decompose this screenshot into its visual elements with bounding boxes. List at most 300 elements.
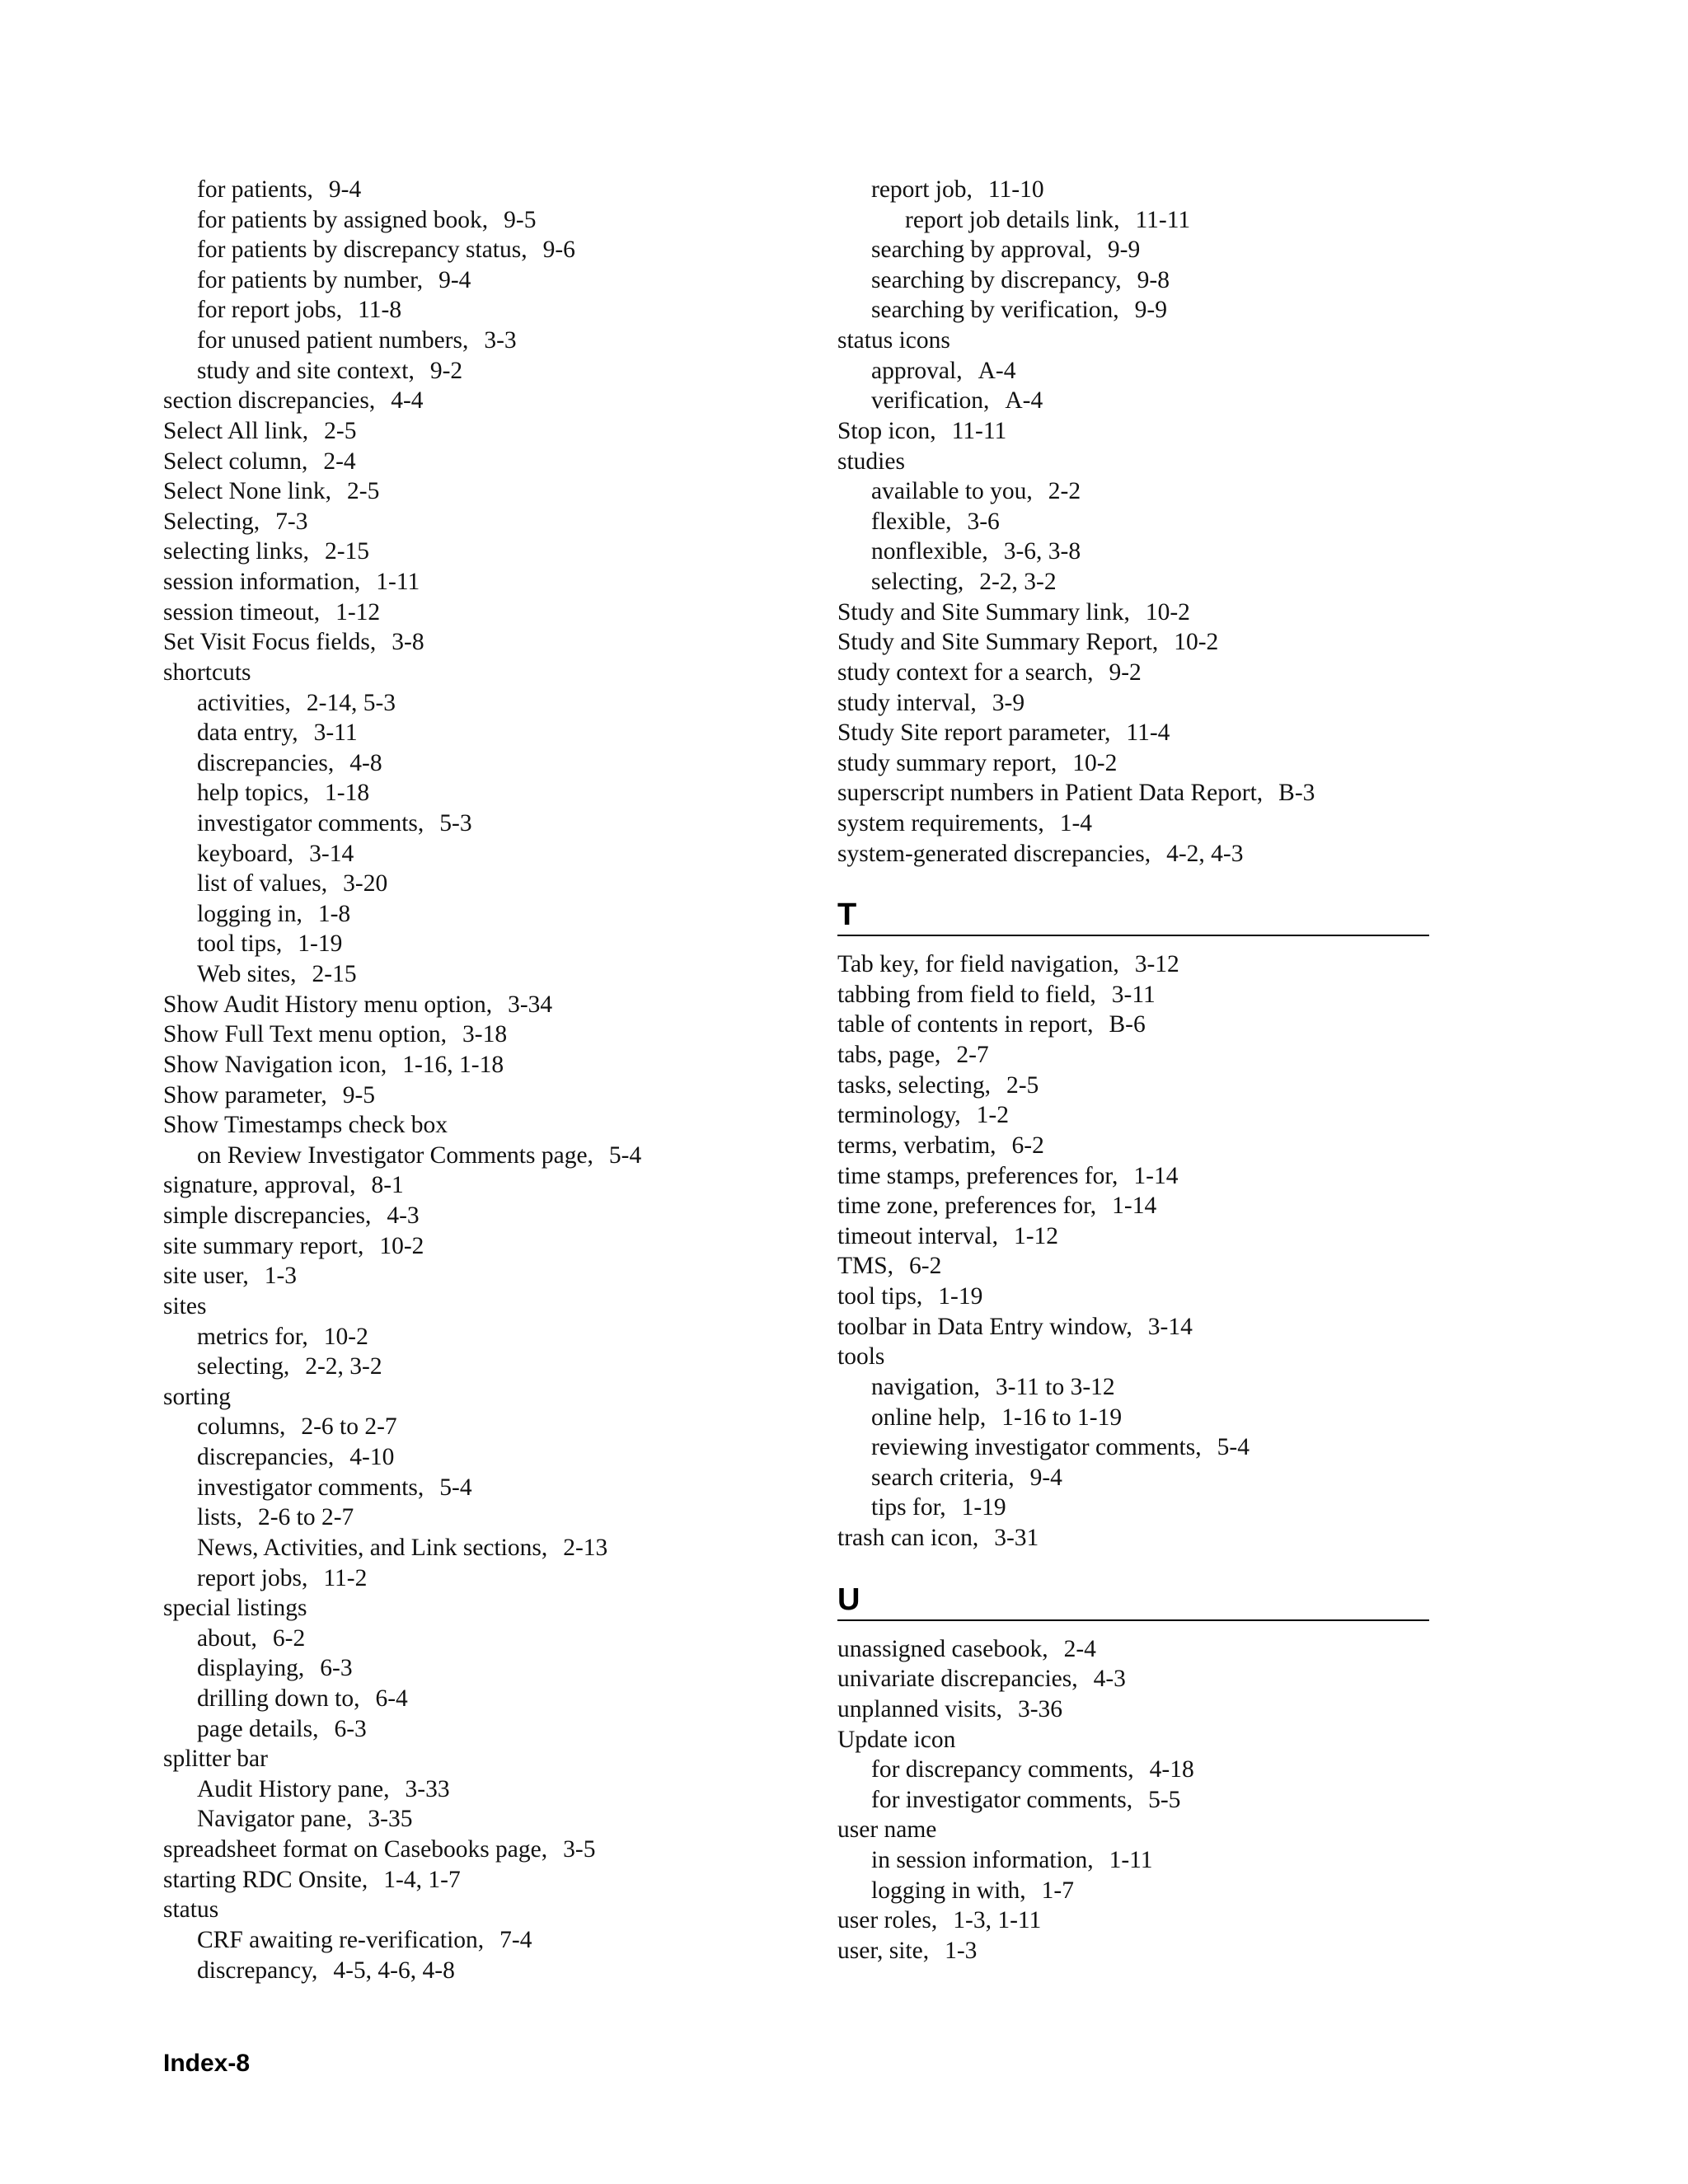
page-reference: 11-4	[1126, 719, 1170, 746]
index-term: spreadsheet format on Casebooks page ,	[163, 1836, 547, 1863]
index-entry	[197, 1473, 472, 1502]
index-term: list of values ,	[197, 870, 327, 897]
index-entry	[871, 1493, 1006, 1522]
index-term: searching by discrepancy ,	[871, 267, 1122, 293]
index-entry	[837, 688, 1025, 718]
index-entry	[837, 1221, 1058, 1251]
index-term: Show Navigation icon ,	[163, 1052, 387, 1078]
index-entry	[837, 748, 1117, 778]
index-entry	[197, 1653, 353, 1683]
index-term: Show parameter ,	[163, 1082, 327, 1108]
page-reference: 1-8	[317, 901, 351, 927]
page-reference: 3-9	[992, 690, 1025, 716]
index-term: toolbar in Data Entry window ,	[837, 1314, 1132, 1340]
index-term: TMS ,	[837, 1253, 893, 1279]
page-reference: 2-5	[1006, 1072, 1039, 1099]
index-entry	[871, 1403, 1122, 1432]
page-reference: 4-8	[349, 750, 382, 776]
index-term: for patients ,	[197, 176, 313, 203]
index-term: Select column ,	[163, 448, 307, 475]
index-entry	[197, 1804, 412, 1834]
index-term: Study Site report parameter ,	[837, 719, 1110, 746]
page-reference: 4-4	[391, 387, 424, 414]
index-entry	[163, 1895, 218, 1924]
index-entry	[905, 205, 1190, 235]
index-term: in session information ,	[871, 1847, 1094, 1873]
page-reference: 1-18	[325, 780, 370, 806]
index-term: News, Activities, and Link sections ,	[197, 1535, 547, 1561]
index-entry	[197, 205, 536, 235]
page-reference: 2-15	[324, 538, 370, 565]
index-entry	[163, 1291, 206, 1321]
index-term: report jobs ,	[197, 1565, 307, 1591]
index-term: about ,	[197, 1625, 257, 1652]
index-term: report job details link ,	[905, 207, 1120, 233]
page-reference: 9-6	[542, 237, 575, 263]
index-entry	[837, 1131, 1044, 1160]
index-entry	[197, 899, 350, 929]
index-entry	[837, 1694, 1062, 1724]
page-reference: 3-31	[994, 1525, 1039, 1551]
page-reference: 4-10	[349, 1444, 395, 1470]
index-term: time zone, preferences for ,	[837, 1193, 1096, 1219]
page-reference: 2-6 to 2-7	[301, 1413, 397, 1440]
index-entry	[197, 748, 382, 778]
page-reference: 3-33	[405, 1776, 450, 1802]
page-reference: 1-3, 1-11	[953, 1907, 1042, 1933]
index-entry	[837, 980, 1156, 1010]
index-entry	[197, 356, 462, 386]
page-reference: 2-5	[324, 418, 357, 444]
index-entry	[163, 1382, 231, 1412]
index-term: studies	[837, 448, 905, 475]
index-entry	[163, 1170, 404, 1200]
page-reference: 2-15	[312, 961, 357, 987]
page-reference: 1-12	[335, 599, 381, 626]
index-entry	[871, 356, 1015, 386]
index-term: Audit History pane ,	[197, 1776, 390, 1802]
index-term: investigator comments ,	[197, 810, 424, 837]
index-term: for patients by discrepancy status ,	[197, 237, 528, 263]
index-term: unplanned visits ,	[837, 1696, 1002, 1722]
index-term: tools	[837, 1343, 885, 1370]
page-reference: 1-7	[1041, 1877, 1074, 1904]
index-term: selecting links ,	[163, 538, 309, 565]
page-reference: 4-2, 4-3	[1166, 841, 1244, 867]
page-reference: 3-14	[1147, 1314, 1193, 1340]
index-term: terminology ,	[837, 1102, 961, 1128]
index-term: for unused patient numbers ,	[197, 327, 468, 354]
page-reference: 3-11	[313, 719, 358, 746]
index-term: verification ,	[871, 387, 989, 414]
page-reference: 11-8	[358, 297, 402, 323]
page-reference: 3-36	[1017, 1696, 1063, 1722]
index-term: metrics for ,	[197, 1324, 308, 1350]
index-term: CRF awaiting re-verification ,	[197, 1927, 484, 1953]
page-reference: 3-5	[563, 1836, 596, 1863]
page-reference: 11-2	[323, 1565, 368, 1591]
index-entry	[837, 1725, 955, 1755]
index-entry	[163, 658, 251, 687]
page-reference: 1-19	[961, 1494, 1006, 1521]
index-term: Set Visit Focus fields ,	[163, 629, 376, 655]
index-entry	[837, 1071, 1039, 1100]
index-entry	[163, 447, 356, 476]
page-reference: 2-2, 3-2	[305, 1353, 382, 1380]
index-term: navigation ,	[871, 1374, 980, 1400]
page-reference: 1-16, 1-18	[402, 1052, 504, 1078]
index-term: tabbing from field to field ,	[837, 982, 1096, 1008]
index-term: Select All link ,	[163, 418, 308, 444]
index-entry	[197, 1563, 367, 1593]
page-reference: 9-5	[342, 1082, 376, 1108]
index-entry	[837, 1523, 1039, 1553]
index-term: Study and Site Summary link ,	[837, 599, 1130, 626]
page-reference: 2-4	[323, 448, 356, 475]
index-term: tool tips ,	[197, 930, 282, 957]
page-reference: 1-3	[264, 1263, 298, 1289]
index-entry	[197, 326, 517, 355]
index-term: for patients by assigned book ,	[197, 207, 488, 233]
index-entry	[837, 1312, 1193, 1342]
index-entry	[871, 537, 1081, 566]
index-entry	[837, 1191, 1156, 1221]
index-term: study and site context ,	[197, 358, 415, 384]
index-entry	[197, 1714, 367, 1744]
page-reference: 9-2	[1109, 659, 1142, 686]
index-term: unassigned casebook ,	[837, 1636, 1048, 1662]
page-reference: 6-3	[334, 1716, 367, 1742]
index-term: selecting ,	[871, 569, 964, 595]
index-entry	[837, 1040, 989, 1070]
index-entry	[163, 507, 307, 537]
page-reference: 4-3	[387, 1202, 420, 1229]
page-reference: 6-3	[320, 1655, 353, 1681]
index-entry	[163, 416, 357, 446]
page-reference: 11-10	[987, 176, 1044, 203]
index-term: report job ,	[871, 176, 973, 203]
index-entry	[163, 567, 420, 597]
page-reference: 3-6, 3-8	[1003, 538, 1081, 565]
index-term: session information ,	[163, 569, 360, 595]
index-entry	[837, 1664, 1126, 1694]
index-term: signature, approval ,	[163, 1172, 355, 1198]
index-term: for report jobs ,	[197, 297, 342, 323]
index-term: reviewing investigator comments ,	[871, 1434, 1202, 1460]
index-entry	[163, 1201, 420, 1230]
index-term: for patients by number ,	[197, 267, 423, 293]
index-entry	[197, 778, 369, 808]
index-entry	[837, 326, 950, 355]
page-reference: 8-1	[371, 1172, 404, 1198]
index-term: activities ,	[197, 690, 291, 716]
page-reference: 5-4	[1217, 1434, 1250, 1460]
page-reference: 1-14	[1112, 1193, 1157, 1219]
index-term: univariate discrepancies ,	[837, 1666, 1078, 1692]
index-entry	[871, 1845, 1153, 1875]
index-entry	[837, 949, 1179, 979]
index-term: sites	[163, 1293, 207, 1319]
page-reference: 2-4	[1063, 1636, 1096, 1662]
page-reference: 3-6	[967, 509, 1000, 535]
index-entry	[837, 778, 1315, 808]
page-reference: 1-19	[938, 1283, 983, 1310]
index-term: approval ,	[871, 358, 963, 384]
index-entry	[871, 476, 1081, 506]
page-reference: 5-4	[439, 1474, 472, 1501]
page-reference: 10-2	[323, 1324, 368, 1350]
index-term: special listings	[163, 1595, 307, 1621]
index-term: nonflexible ,	[871, 538, 988, 565]
page-reference: 1-14	[1133, 1163, 1179, 1189]
page-reference: 9-4	[438, 267, 471, 293]
index-term: tips for ,	[871, 1494, 946, 1521]
index-entry	[837, 1634, 1096, 1664]
index-entry	[871, 1755, 1194, 1784]
index-entry	[871, 386, 1043, 415]
index-term: Web sites ,	[197, 961, 297, 987]
page-reference: 4-18	[1149, 1756, 1194, 1783]
index-term: user, site ,	[837, 1938, 929, 1964]
index-entry	[163, 990, 552, 1019]
index-entry	[837, 1815, 936, 1844]
index-term: discrepancies ,	[197, 1444, 334, 1470]
index-term: investigator comments ,	[197, 1474, 424, 1501]
section-divider	[837, 935, 1429, 936]
page-reference: 6-4	[375, 1685, 408, 1712]
page-reference: 3-18	[462, 1021, 508, 1047]
page-reference: 7-3	[275, 509, 308, 535]
index-entry	[197, 1624, 305, 1653]
index-term: system-generated discrepancies ,	[837, 841, 1151, 867]
page-reference: 7-4	[499, 1927, 532, 1953]
page-reference: 6-2	[1011, 1132, 1044, 1159]
index-term: displaying ,	[197, 1655, 304, 1681]
index-term: help topics ,	[197, 780, 309, 806]
index-term: Tab key, for field navigation ,	[837, 951, 1119, 977]
page-reference: 9-4	[1029, 1465, 1062, 1491]
index-term: user roles ,	[837, 1907, 937, 1933]
index-term: user name	[837, 1816, 937, 1843]
index-term: Selecting ,	[163, 509, 260, 535]
index-entry	[163, 1231, 424, 1261]
index-term: Show Full Text menu option ,	[163, 1021, 447, 1047]
page-reference: 1-11	[1109, 1847, 1153, 1873]
page-reference: 1-2	[976, 1102, 1009, 1128]
index-term: logging in ,	[197, 901, 302, 927]
index-term: Show Audit History menu option ,	[163, 991, 492, 1018]
index-term: for investigator comments ,	[871, 1787, 1132, 1813]
page-reference: 2-6 to 2-7	[257, 1504, 354, 1530]
index-entry	[871, 507, 1000, 537]
index-term: columns ,	[197, 1413, 285, 1440]
index-entry	[871, 235, 1140, 265]
index-term: splitter bar	[163, 1746, 268, 1772]
page-reference: 9-4	[328, 176, 362, 203]
index-entry	[197, 839, 354, 869]
index-entry	[871, 175, 1044, 204]
index-term: drilling down to ,	[197, 1685, 359, 1712]
index-term: tasks, selecting ,	[837, 1072, 991, 1099]
page-reference: 9-8	[1137, 267, 1170, 293]
index-entry	[163, 1835, 595, 1864]
index-term: discrepancies ,	[197, 750, 334, 776]
page-footer-label: Index-8	[163, 2050, 251, 2077]
page-reference: 2-14, 5-3	[306, 690, 396, 716]
index-entry	[837, 839, 1243, 869]
page-reference: 1-16 to 1-19	[1001, 1404, 1123, 1431]
page-reference: 3-35	[368, 1806, 413, 1832]
index-term: searching by verification ,	[871, 297, 1119, 323]
index-term: keyboard ,	[197, 841, 293, 867]
index-term: selecting ,	[197, 1353, 289, 1380]
index-term: time stamps, preferences for ,	[837, 1163, 1118, 1189]
index-entry	[197, 1442, 394, 1472]
index-entry	[197, 1774, 450, 1804]
index-term: Stop icon ,	[837, 418, 936, 444]
index-term: sorting	[163, 1384, 231, 1410]
page-reference: 1-4, 1-7	[383, 1867, 461, 1893]
index-term: data entry ,	[197, 719, 298, 746]
index-entry	[197, 1322, 368, 1352]
page-reference: 3-11 to 3-12	[995, 1374, 1115, 1400]
page-reference: 1-4	[1059, 810, 1093, 837]
index-entry	[871, 265, 1170, 295]
page-reference: 11-11	[1135, 207, 1191, 233]
index-entry	[837, 808, 1092, 838]
index-entry	[163, 1050, 504, 1080]
index-entry	[871, 1463, 1062, 1493]
index-entry	[163, 1261, 297, 1291]
index-entry	[871, 1876, 1074, 1905]
index-term: trash can icon ,	[837, 1525, 978, 1551]
index-entry	[197, 295, 401, 325]
index-entry	[837, 1936, 977, 1966]
page-reference: 1-3	[945, 1938, 978, 1964]
index-term: status	[163, 1896, 219, 1923]
index-entry	[837, 627, 1218, 657]
index-entry	[163, 598, 380, 627]
page-reference: 3-14	[309, 841, 354, 867]
index-entry	[197, 929, 342, 958]
index-entry	[837, 1161, 1178, 1191]
index-entry	[197, 1141, 641, 1170]
index-entry	[837, 658, 1142, 687]
index-entry	[871, 1432, 1250, 1462]
index-entry	[837, 1282, 982, 1311]
index-term: tool tips ,	[837, 1283, 922, 1310]
index-entry	[837, 1905, 1041, 1935]
page-reference: 2-5	[347, 478, 380, 504]
index-entry	[163, 1593, 307, 1623]
index-term: session timeout ,	[163, 599, 320, 626]
index-term: searching by approval ,	[871, 237, 1092, 263]
index-term: system requirements ,	[837, 810, 1044, 837]
index-entry	[871, 1372, 1115, 1402]
index-term: terms, verbatim ,	[837, 1132, 996, 1159]
page-reference: 1-12	[1013, 1223, 1059, 1249]
index-entry	[837, 1342, 884, 1371]
index-term: status icons	[837, 327, 950, 354]
index-term: table of contents in report ,	[837, 1011, 1093, 1038]
page-reference: 11-11	[951, 418, 1007, 444]
index-entry	[163, 1110, 448, 1140]
index-entry	[197, 1956, 455, 1985]
index-entry	[837, 1100, 1009, 1130]
page-reference: 10-2	[1072, 750, 1118, 776]
index-term: Update icon	[837, 1727, 956, 1753]
page-reference: 10-2	[1145, 599, 1190, 626]
index-entry	[197, 1684, 408, 1713]
page-reference: 5-4	[608, 1142, 642, 1169]
index-term: online help ,	[871, 1404, 986, 1431]
page-reference: 3-8	[392, 629, 424, 655]
page-reference: 3-20	[343, 870, 388, 897]
index-entry	[197, 1925, 532, 1955]
index-term: page details ,	[197, 1716, 318, 1742]
index-entry	[163, 1080, 375, 1110]
index-entry	[197, 265, 471, 295]
index-term: Study and Site Summary Report ,	[837, 629, 1158, 655]
page-reference: 2-2, 3-2	[979, 569, 1057, 595]
index-entry	[197, 869, 387, 898]
index-term: study interval ,	[837, 690, 977, 716]
index-term: for discrepancy comments ,	[871, 1756, 1134, 1783]
index-term: study summary report ,	[837, 750, 1057, 776]
index-entry	[163, 1865, 461, 1895]
index-entry	[197, 808, 472, 838]
index-entry	[197, 1502, 354, 1532]
index-term: section discrepancies ,	[163, 387, 375, 414]
page-reference: A-4	[978, 358, 1016, 384]
index-term: Navigator pane ,	[197, 1806, 352, 1832]
page-reference: 2-7	[956, 1042, 989, 1068]
page-reference: 2-2	[1048, 478, 1081, 504]
section-letter-heading: T	[837, 898, 857, 933]
index-term: superscript numbers in Patient Data Report ,	[837, 780, 1263, 806]
page-reference: 3-3	[484, 327, 517, 354]
index-entry	[197, 1412, 397, 1441]
index-entry	[163, 1019, 507, 1049]
index-entry	[163, 1744, 268, 1774]
index-term: tabs, page ,	[837, 1042, 940, 1068]
index-entry	[197, 959, 357, 989]
index-term: on Review Investigator Comments page ,	[197, 1142, 593, 1169]
page-reference: 1-11	[376, 569, 420, 595]
index-entry	[837, 416, 1006, 446]
index-entry	[197, 688, 396, 718]
index-term: flexible ,	[871, 509, 951, 535]
index-term: discrepancy ,	[197, 1957, 317, 1984]
index-entry	[837, 1251, 941, 1281]
index-term: search criteria ,	[871, 1465, 1015, 1491]
index-term: study context for a search ,	[837, 659, 1093, 686]
page-reference: 2-13	[563, 1535, 608, 1561]
page-reference: 1-19	[298, 930, 343, 957]
index-term: site summary report ,	[163, 1233, 363, 1259]
page-reference: 9-9	[1134, 297, 1167, 323]
index-entry	[837, 1010, 1146, 1039]
index-entry	[837, 598, 1190, 627]
page-reference: 5-3	[439, 810, 472, 837]
page-reference: 5-5	[1148, 1787, 1181, 1813]
index-entry	[197, 1533, 607, 1563]
section-letter-heading: U	[837, 1582, 860, 1617]
page-reference: 10-2	[379, 1233, 424, 1259]
page-reference: A-4	[1005, 387, 1043, 414]
page-reference: B-6	[1109, 1011, 1146, 1038]
index-term: available to you ,	[871, 478, 1033, 504]
